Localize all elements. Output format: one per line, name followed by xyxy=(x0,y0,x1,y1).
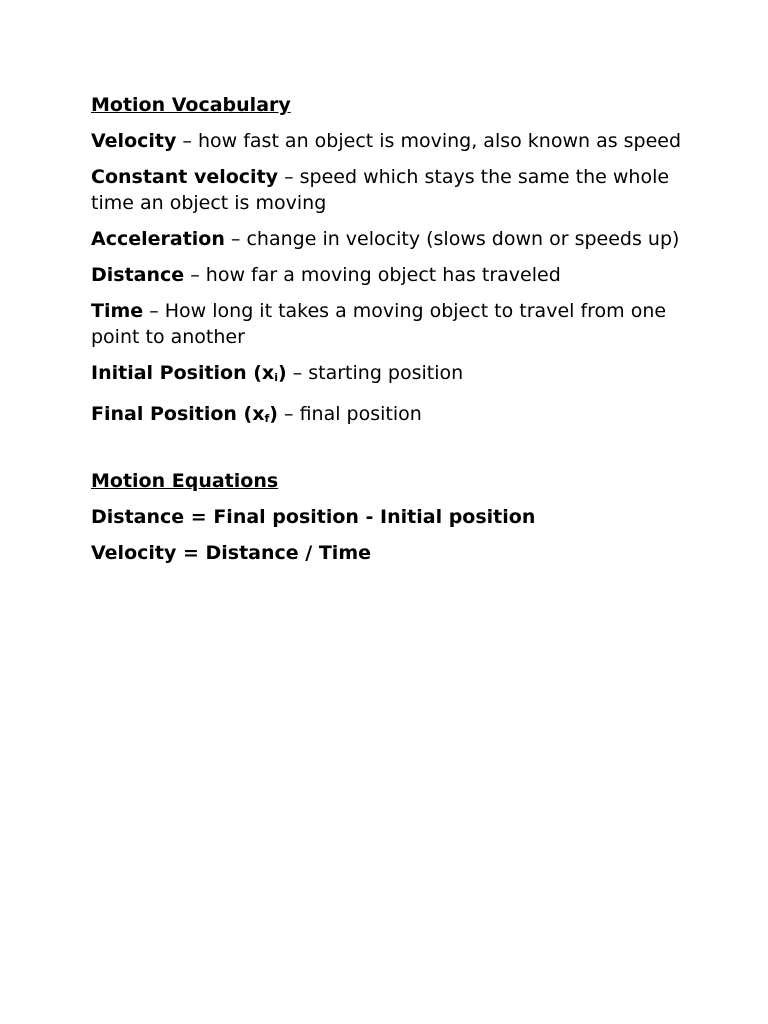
section-spacer xyxy=(91,442,691,468)
vocab-term xyxy=(91,403,278,425)
vocab-term: Time xyxy=(91,300,144,322)
vocab-term: Velocity xyxy=(91,130,177,152)
vocab-separator: – xyxy=(277,403,300,425)
equation-distance: Distance = Final position - Initial position xyxy=(91,506,536,528)
vocab-separator: – xyxy=(143,300,165,322)
vocab-term-subscript: f xyxy=(264,412,270,425)
vocab-entry-distance xyxy=(91,262,691,288)
vocab-entry-final-position xyxy=(91,401,691,432)
vocab-definition: starting position xyxy=(308,362,464,384)
vocab-separator: – xyxy=(224,228,247,250)
vocab-entry-initial-position xyxy=(91,360,691,391)
vocab-term: Acceleration xyxy=(91,228,225,250)
equations-heading: Motion Equations xyxy=(91,470,279,492)
vocab-term: Distance xyxy=(91,264,185,286)
vocab-definition: final position xyxy=(299,403,422,425)
vocabulary-heading: Motion Vocabulary xyxy=(91,94,291,116)
vocab-term-prefix: Initial Position (x xyxy=(91,362,275,384)
vocab-definition: How long it takes a moving object to travel from one point to another xyxy=(91,300,667,348)
vocab-term xyxy=(91,362,287,384)
vocab-definition: speed which stays the same the whole time an object is moving xyxy=(91,166,670,214)
document-page xyxy=(91,92,691,576)
vocab-term-suffix: ) xyxy=(277,362,287,384)
vocab-term: Constant velocity xyxy=(91,166,279,188)
vocab-separator: – xyxy=(278,166,300,188)
vocab-term-prefix: Final Position (x xyxy=(91,403,265,425)
vocab-definition: change in velocity (slows down or speeds up) xyxy=(246,228,680,250)
vocab-entry-velocity xyxy=(91,128,691,154)
vocab-definition: how far a moving object has traveled xyxy=(205,264,561,286)
vocab-term-subscript: i xyxy=(274,371,278,384)
vocab-entry-constant-velocity xyxy=(91,164,691,216)
vocab-separator: – xyxy=(286,362,309,384)
vocab-separator: – xyxy=(184,264,206,286)
equation-velocity: Velocity = Distance / Time xyxy=(91,542,372,564)
vocab-entry-time xyxy=(91,298,691,350)
vocab-definition: how fast an object is moving, also known as speed xyxy=(197,130,682,152)
vocab-entry-acceleration xyxy=(91,226,691,252)
vocab-separator: – xyxy=(176,130,198,152)
vocab-term-suffix: ) xyxy=(269,403,278,425)
